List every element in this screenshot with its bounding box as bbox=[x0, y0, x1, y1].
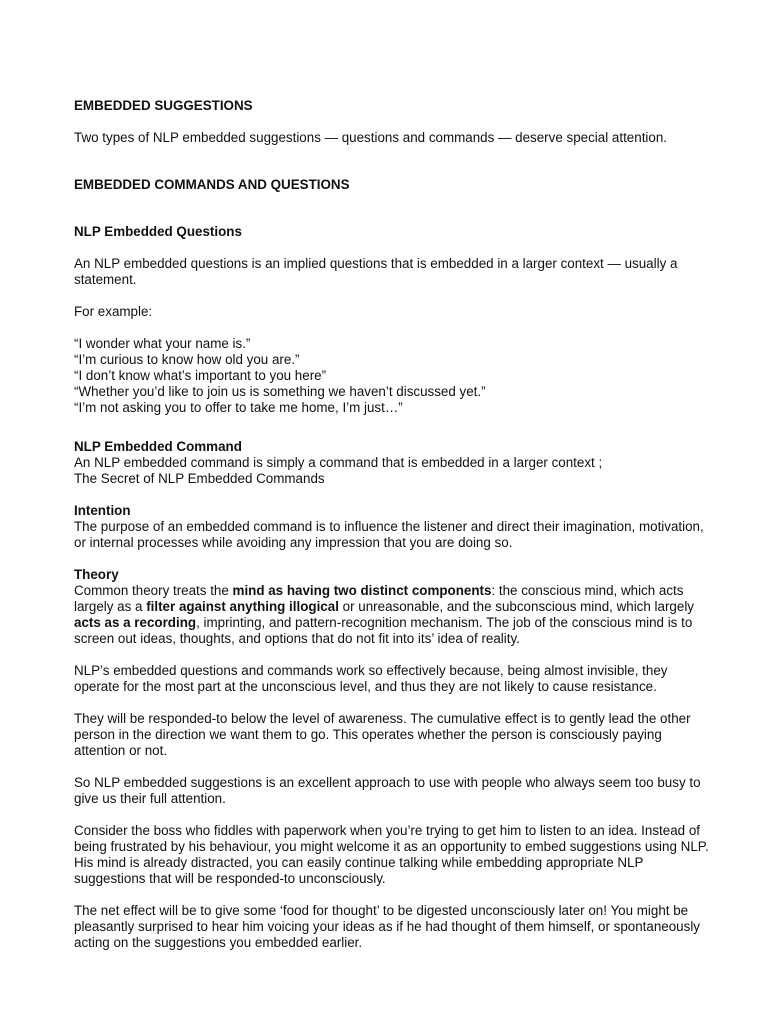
theory-paragraph-2: NLP’s embedded questions and commands work so effectively because, being almost invisible, they operate for the most part at the unconscious level, and thus they are not likely to cause resistance. bbox=[74, 663, 668, 694]
heading-intention: Intention bbox=[74, 503, 131, 518]
example-quotes-list bbox=[74, 336, 714, 416]
document-page bbox=[74, 98, 714, 951]
example-quote: “I don’t know what’s important to you here” bbox=[74, 368, 327, 383]
example-quote: “I wonder what your name is.” bbox=[74, 336, 251, 351]
theory-paragraph-1 bbox=[74, 583, 714, 647]
theory-paragraph-4: So NLP embedded suggestions is an excellent approach to use with people who always seem too busy to give us their full attention. bbox=[74, 775, 701, 806]
theory-emphasis: mind as having two distinct components bbox=[232, 583, 492, 598]
example-quote: “I’m not asking you to offer to take me home, I’m just…” bbox=[74, 400, 403, 415]
theory-text: : the conscious mind, which acts largely as a bbox=[74, 583, 684, 614]
heading-theory: Theory bbox=[74, 567, 119, 582]
theory-emphasis: filter against anything illogical bbox=[146, 599, 339, 614]
command-secret-line: The Secret of NLP Embedded Commands bbox=[74, 471, 325, 486]
theory-emphasis: acts as a recording bbox=[74, 615, 197, 630]
theory-paragraph-5: Consider the boss who fiddles with paperwork when you’re trying to get him to listen to an idea. Instead of being frustrated by his behaviour, you might welcome it as an opportunity to embed suggestions using NLP. His mind is already distracted, you can easily continue talking while embedding appropriate NLP suggestions that will be responded-to unconsciously. bbox=[74, 823, 709, 886]
theory-text: or unreasonable, and the subconscious mind, which largely bbox=[338, 599, 694, 614]
example-quote: “I’m curious to know how old you are.” bbox=[74, 352, 300, 367]
theory-text: Common theory treats the bbox=[74, 583, 233, 598]
intro-paragraph: Two types of NLP embedded suggestions — questions and commands — deserve special attention. bbox=[74, 130, 667, 145]
theory-text: , imprinting, and pattern-recognition mechanism. The job of the conscious mind is to screen out ideas, thoughts, and options that do not fit into its’ idea of reality. bbox=[74, 615, 693, 646]
heading-nlp-embedded-command: NLP Embedded Command bbox=[74, 439, 242, 454]
heading-nlp-embedded-questions: NLP Embedded Questions bbox=[74, 224, 242, 239]
example-quote: “Whether you’d like to join us is something we haven’t discussed yet.” bbox=[74, 384, 486, 399]
command-definition: An NLP embedded command is simply a command that is embedded in a larger context ; bbox=[74, 455, 603, 470]
intention-paragraph: The purpose of an embedded command is to influence the listener and direct their imagination, motivation, or internal processes while avoiding any impression that you are doing so. bbox=[74, 519, 704, 550]
theory-paragraph-6: The net effect will be to give some ‘food for thought’ to be digested unconsciously later on! You might be pleasantly surprised to hear him voicing your ideas as if he had thought of them himself, or spontaneously acting on the suggestions you embedded earlier. bbox=[74, 903, 700, 950]
questions-definition: An NLP embedded questions is an implied questions that is embedded in a larger context — usually a statement. bbox=[74, 256, 678, 287]
theory-paragraph-3: They will be responded-to below the level of awareness. The cumulative effect is to gently lead the other person in the direction we want them to go. This operates whether the person is consciously paying attention or not. bbox=[74, 711, 691, 758]
heading-embedded-suggestions: EMBEDDED SUGGESTIONS bbox=[74, 98, 253, 113]
heading-embedded-commands-questions: EMBEDDED COMMANDS AND QUESTIONS bbox=[74, 177, 350, 192]
for-example-label: For example: bbox=[74, 304, 153, 319]
